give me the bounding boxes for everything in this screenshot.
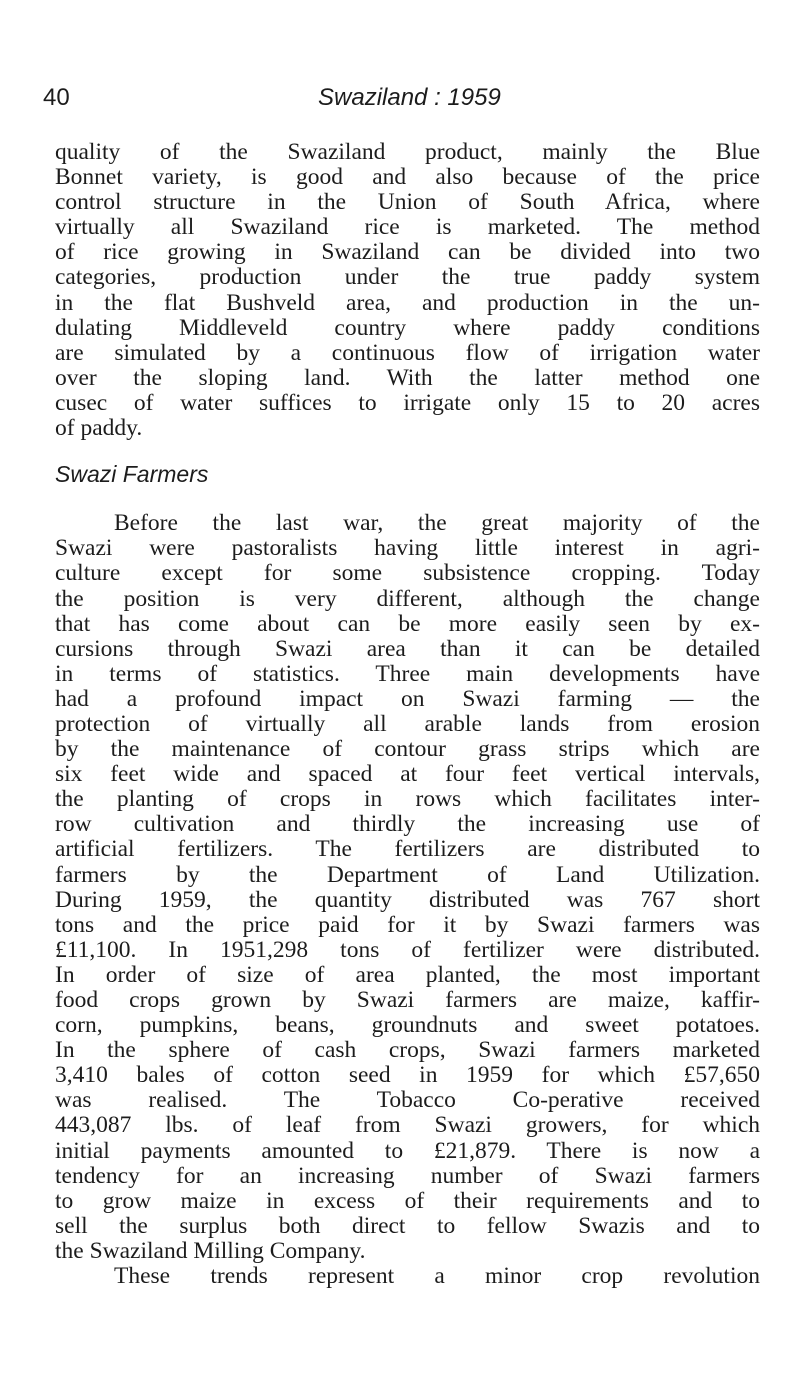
text-line: artificial fertilizers. The fertilizers are distributed to [55, 836, 760, 863]
text-line: In the sphere of cash crops, Swazi farmers marketed [55, 1037, 760, 1064]
text-line: was realised. The Tobacco Co-perative received [55, 1087, 760, 1114]
text-line: the Swaziland Milling Company. [55, 1237, 366, 1264]
text-line: of rice growing in Swaziland can be divided into two [55, 239, 760, 266]
text-line: During 1959, the quantity distributed was 767 short [55, 886, 760, 913]
text-line: in the flat Bushveld area, and production in the un- [55, 289, 760, 316]
text-line: row cultivation and thirdly the increasing use of [55, 811, 760, 838]
text-line: Before the last war, the great majority of the [114, 510, 760, 537]
text-line: the position is very different, although the change [55, 585, 760, 612]
text-line: categories, production under the true paddy system [55, 264, 760, 291]
text-line: to grow maize in excess of their requirements and to [55, 1187, 760, 1214]
text-line: had a profound impact on Swazi farming — the [55, 685, 760, 712]
text-line: over the sloping land. With the latter method one [55, 364, 760, 391]
text-line: dulating Middleveld country where paddy conditions [55, 314, 760, 341]
running-title [318, 84, 501, 112]
text-line: control structure in the Union of South Africa, where [55, 189, 760, 216]
text-line: cursions through Swazi area than it can be detailed [55, 635, 760, 662]
text-line: initial payments amounted to £21,879. There is now a [55, 1137, 760, 1164]
text-line: tons and the price paid for it by Swazi farmers was [55, 911, 760, 938]
text-line: are simulated by a continuous flow of irrigation water [55, 339, 760, 366]
section-heading: Swazi Farmers [55, 461, 209, 488]
text-line: food crops grown by Swazi farmers are maize, kaffir- [55, 987, 760, 1013]
text-line: 3,410 bales of cotton seed in 1959 for which £57,650 [55, 1062, 760, 1089]
text-line: six feet wide and spaced at four feet vertical intervals, [55, 761, 760, 788]
text-line: by the maintenance of contour grass strips which are [55, 736, 760, 763]
page-number: 40 [43, 84, 70, 111]
text-line: in terms of statistics. Three main developments have [55, 660, 760, 687]
text-line: corn, pumpkins, beans, groundnuts and sweet potatoes. [55, 1012, 760, 1039]
text-line: 443,087 lbs. of leaf from Swazi growers, for which [55, 1112, 760, 1139]
paragraph-swazi-farmers [55, 511, 760, 1264]
body-text [55, 140, 760, 1289]
text-line: virtually all Swaziland rice is marketed. The method [55, 214, 760, 241]
page-header [0, 84, 801, 120]
text-line: quality of the Swaziland product, mainly the Blue [55, 139, 760, 165]
text-line: These trends represent a minor crop revolution [114, 1263, 760, 1290]
text-line: farmers by the Department of Land Utilization. [55, 861, 760, 888]
text-line: In order of size of area planted, the most important [55, 961, 760, 988]
text-line: sell the surplus both direct to fellow Swazis and to [55, 1212, 760, 1239]
text-line: Swazi were pastoralists having little interest in agri- [55, 535, 760, 562]
paragraph-trends [55, 1264, 760, 1289]
text-line: cusec of water suffices to irrigate only 15 to 20 acres [55, 389, 760, 416]
text-line: of paddy. [55, 415, 143, 442]
text-line: £11,100. In 1951,298 tons of fertilizer were distributed. [55, 936, 760, 963]
running-title-text: Swaziland : 1959 [318, 84, 501, 111]
text-line: that has come about can be more easily seen by ex- [55, 610, 760, 637]
text-line: culture except for some subsistence cropping. Today [55, 560, 760, 587]
text-line: the planting of crops in rows which facilitates inter- [55, 786, 760, 813]
text-line: Bonnet variety, is good and also because of the price [55, 164, 760, 191]
text-line: tendency for an increasing number of Swazi farmers [55, 1162, 760, 1189]
paragraph-rice [55, 140, 760, 441]
text-line: protection of virtually all arable lands from erosion [55, 710, 760, 737]
